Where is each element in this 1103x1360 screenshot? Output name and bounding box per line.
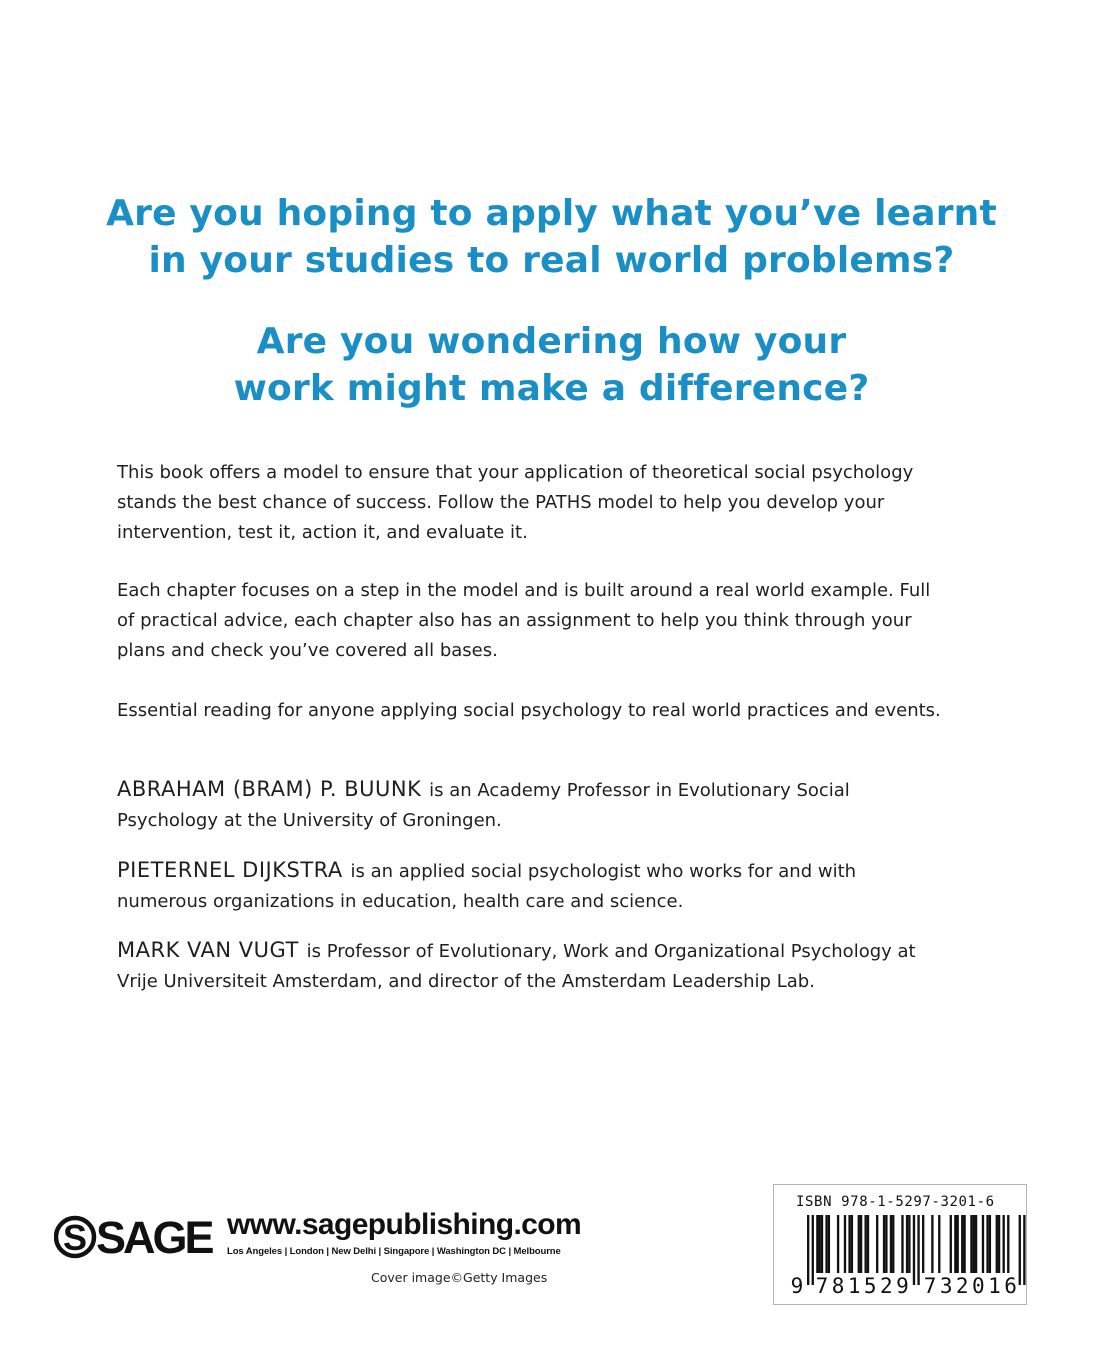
barcode-bar <box>982 1215 984 1273</box>
barcode-bar <box>970 1215 972 1273</box>
barcode-bar <box>821 1215 823 1273</box>
barcode-bar <box>901 1215 903 1273</box>
author-bio-text: Vrije Universiteit Amsterdam, and director of the Amsterdam Leadership Lab. <box>117 971 815 992</box>
barcode-bar <box>931 1215 933 1273</box>
barcode-bars <box>774 1185 1026 1304</box>
barcode-digit: 3 <box>939 1274 953 1298</box>
barcode-bar <box>957 1215 959 1273</box>
barcode-bar <box>975 1215 977 1273</box>
headline-question-2 <box>0 318 1103 412</box>
barcode-digit: 6 <box>1004 1274 1017 1298</box>
author-bio-first-line <box>117 774 987 806</box>
barcode-bar <box>922 1215 924 1273</box>
blurb-line: This book offers a model to ensure that your application of theoretical social psychology <box>117 462 914 483</box>
barcode-bar <box>828 1215 830 1273</box>
headline-question-1 <box>0 190 1103 284</box>
headline-line: in your studies to real world problems? <box>148 240 955 281</box>
author-bio-text: is an Academy Professor in Evolutionary Social <box>423 780 850 801</box>
barcode-bar <box>837 1215 839 1273</box>
barcode-bar <box>906 1215 908 1273</box>
barcode-digit: 1 <box>988 1274 1001 1298</box>
barcode-bar <box>996 1215 998 1273</box>
barcode-digit: 9 <box>896 1274 909 1298</box>
barcode-bar <box>890 1215 892 1273</box>
barcode-bar <box>908 1215 910 1273</box>
author-bio-text: Psychology at the University of Groningen. <box>117 810 502 831</box>
blurb-line: Essential reading for anyone applying social psychology to real world practices and events. <box>117 700 941 721</box>
barcode-digit: 9 <box>790 1274 804 1298</box>
blurb-paragraph-2 <box>117 576 987 666</box>
barcode-bar <box>860 1215 862 1273</box>
headline-line: Are you hoping to apply what you’ve learnt <box>106 193 997 234</box>
logo-wordmark: SAGE <box>96 1212 212 1263</box>
blurb-line: of practical advice, each chapter also has an assignment to help you think through your <box>117 610 912 631</box>
author-bio-text: is an applied social psychologist who works for and with <box>344 861 857 882</box>
barcode-bar <box>885 1215 887 1273</box>
barcode-digit: 2 <box>955 1274 969 1298</box>
barcode-bar <box>892 1215 894 1273</box>
author-name: PIETERNEL DIJKSTRA <box>117 858 343 882</box>
barcode-bar <box>961 1215 963 1273</box>
author-bio-text: is Professor of Evolutionary, Work and Organizational Psychology at <box>300 941 916 962</box>
barcode-bar <box>1023 1215 1025 1285</box>
barcode-bar <box>1007 1215 1009 1273</box>
blurb-line: stands the best chance of success. Follow the PATHS model to help you develop your <box>117 492 885 513</box>
sage-logo <box>54 1208 218 1266</box>
cover-image-credit: Cover image©Getty Images <box>371 1270 548 1285</box>
author-bio-first-line <box>117 935 987 967</box>
barcode-digit: 1 <box>847 1274 861 1298</box>
blurb-line: Each chapter focuses on a step in the model and is built around a real world example. Full <box>117 580 931 601</box>
author-name: MARK VAN VUGT <box>117 938 299 962</box>
barcode-bar <box>844 1215 846 1273</box>
barcode-bar <box>851 1215 853 1273</box>
author-bio-buunk <box>117 774 987 836</box>
barcode-digit: 5 <box>863 1274 877 1298</box>
author-bio-first-line <box>117 855 987 887</box>
barcode-bar <box>825 1215 827 1273</box>
author-name: ABRAHAM (BRAM) P. BUUNK <box>117 777 422 801</box>
isbn-barcode <box>773 1184 1027 1305</box>
isbn-label: ISBN 978-1-5297-3201-6 <box>796 1194 995 1210</box>
barcode-bar <box>807 1215 809 1285</box>
barcode-bar <box>876 1215 878 1273</box>
publisher-cities: Los Angeles | London | New Delhi | Singapore | Washington DC | Melbourne <box>227 1246 561 1257</box>
barcode-bar <box>938 1215 940 1273</box>
barcode-digit: 2 <box>880 1274 893 1298</box>
logo-s-glyph: S <box>62 1217 88 1258</box>
barcode-bar <box>954 1215 956 1273</box>
publisher-url[interactable]: www.sagepublishing.com <box>227 1208 582 1241</box>
blurb-paragraph-1 <box>117 458 987 548</box>
barcode-bar <box>819 1215 821 1273</box>
barcode-bar <box>848 1215 850 1273</box>
barcode-bar <box>986 1215 988 1273</box>
barcode-bar <box>816 1215 818 1273</box>
author-bio-van-vugt <box>117 935 987 997</box>
barcode-bar <box>867 1215 869 1273</box>
barcode-digit: 7 <box>923 1274 937 1298</box>
barcode-bar <box>917 1215 919 1285</box>
barcode-bar <box>1019 1215 1021 1285</box>
headline-line: work might make a difference? <box>233 368 870 409</box>
barcode-digit: 0 <box>972 1274 985 1298</box>
barcode-bar <box>812 1215 814 1285</box>
barcode-bar <box>973 1215 975 1273</box>
barcode-digit: 7 <box>815 1274 829 1298</box>
barcode-bar <box>865 1215 867 1273</box>
barcode-bar <box>1003 1215 1005 1273</box>
blurb-line: plans and check you’ve covered all bases. <box>117 640 498 661</box>
blurb-paragraph-3 <box>117 696 987 726</box>
barcode-bar <box>963 1215 965 1273</box>
barcode-bar <box>950 1215 952 1273</box>
barcode-bar <box>989 1215 991 1273</box>
barcode-bar <box>998 1215 1000 1273</box>
barcode-bar <box>858 1215 860 1273</box>
author-bio-text: numerous organizations in education, health care and science. <box>117 891 684 912</box>
barcode-bar <box>913 1215 915 1285</box>
headline-line: Are you wondering how your <box>256 321 847 362</box>
blurb-line: intervention, test it, action it, and evaluate it. <box>117 522 528 543</box>
barcode-bar <box>883 1215 885 1273</box>
barcode-digit: 8 <box>831 1274 845 1298</box>
author-bio-dijkstra <box>117 855 987 917</box>
